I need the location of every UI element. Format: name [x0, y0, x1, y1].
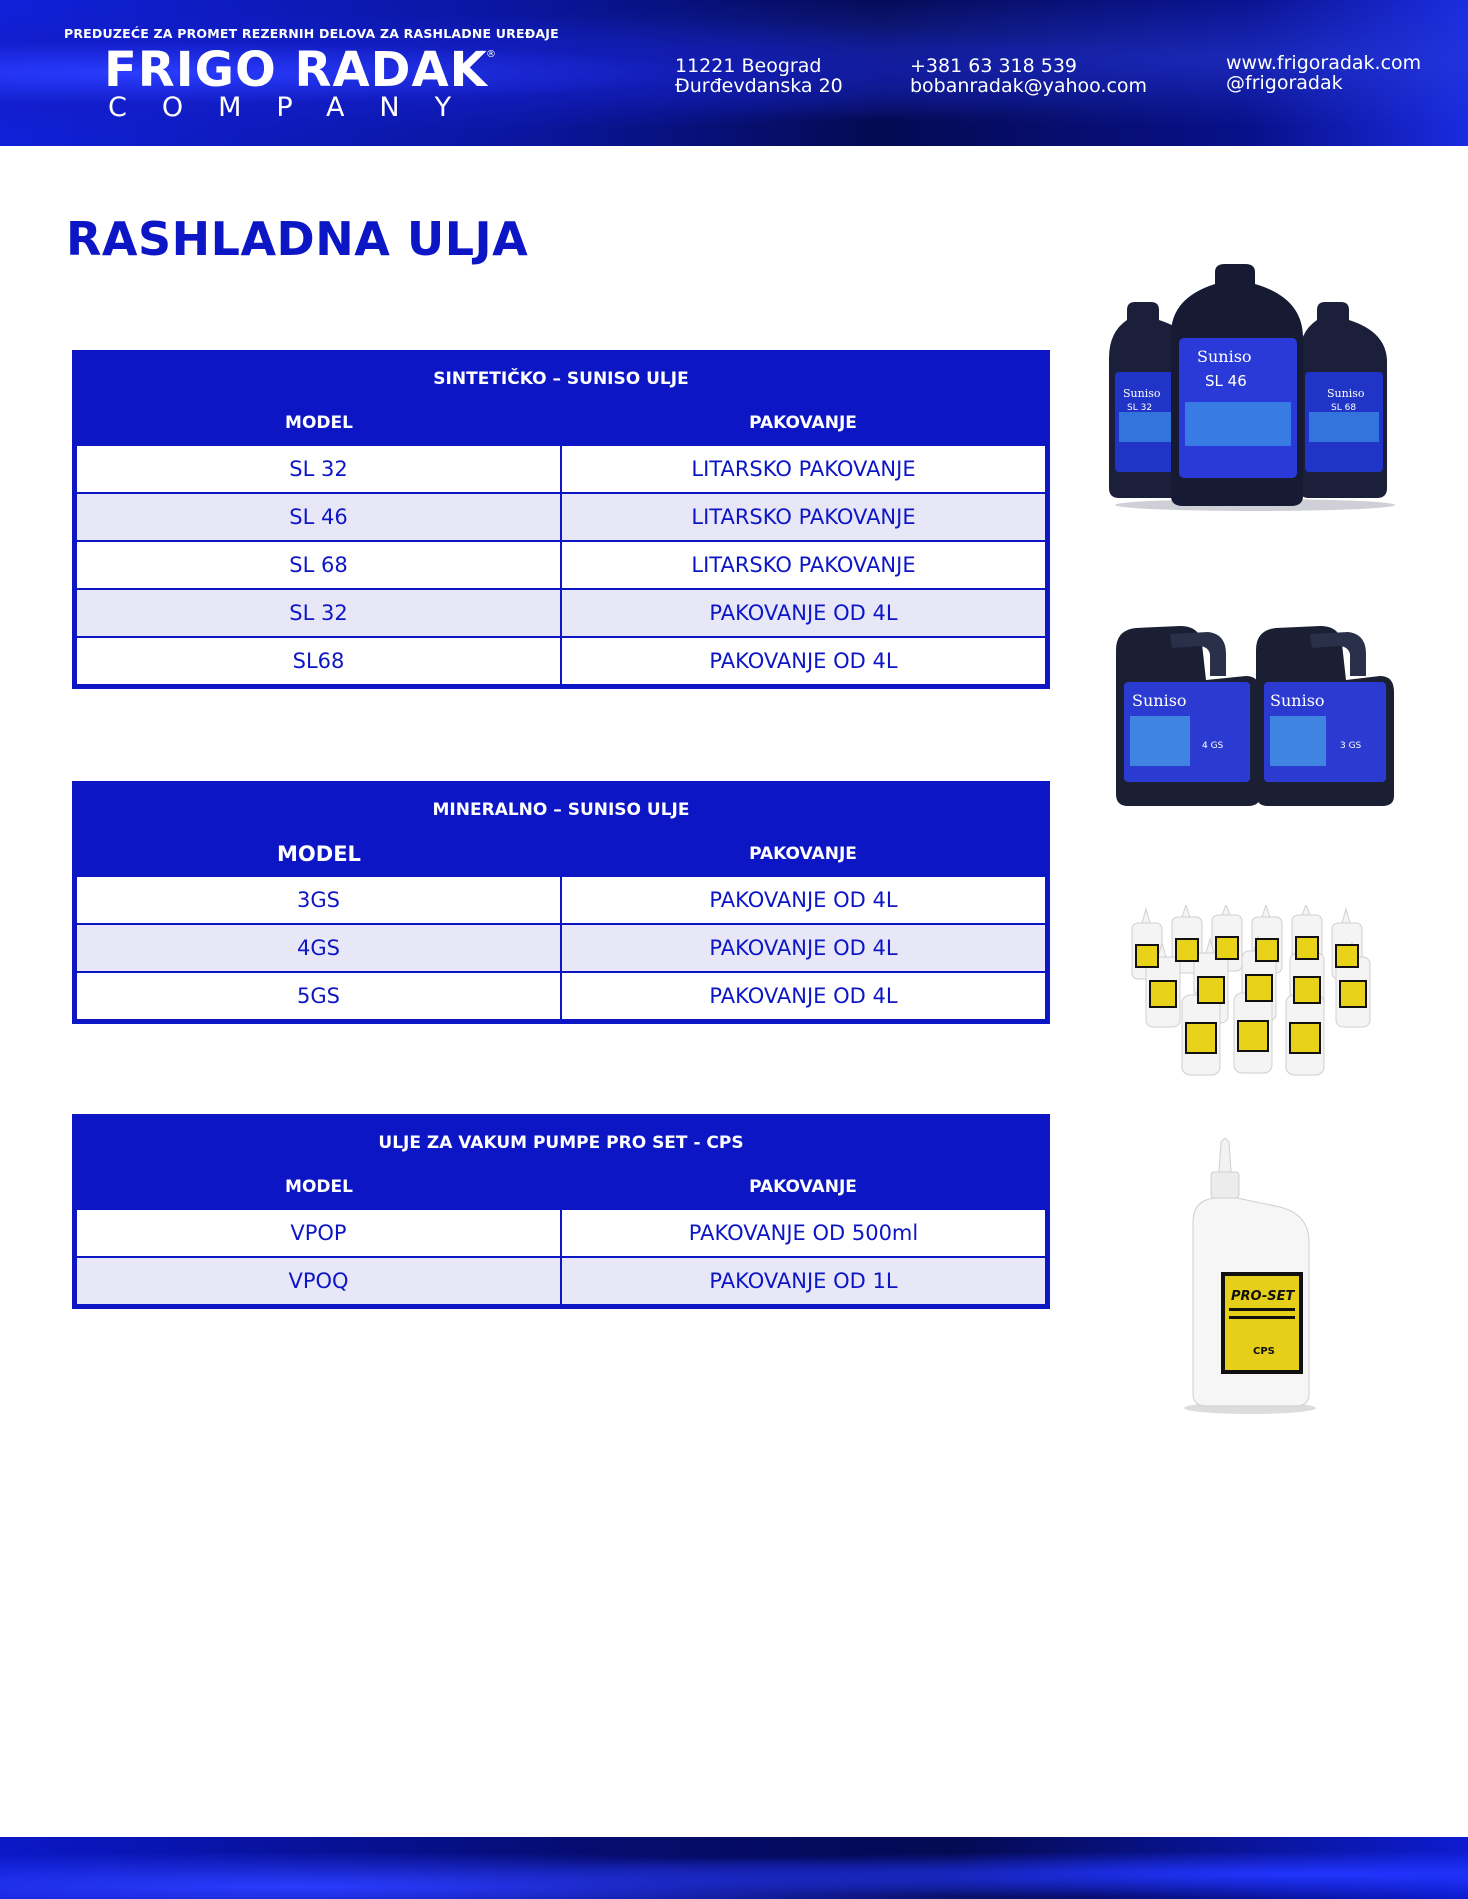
- column-header-pack: PAKOVANJE: [749, 844, 857, 864]
- table-row: [77, 638, 1045, 684]
- table-row: [77, 446, 1045, 492]
- model-cell: VPOQ: [77, 1258, 560, 1304]
- can-model-label: 4 GS: [1202, 741, 1224, 751]
- table-title: SINTETIČKO – SUNISO ULJE: [433, 369, 689, 389]
- model-cell: 4GS: [77, 925, 560, 971]
- table-row: [77, 1210, 1045, 1256]
- suniso-4l-cans-image: [1110, 620, 1400, 810]
- synthetic-oil-table: [72, 350, 1050, 689]
- website-link[interactable]: www.frigoradak.com: [1226, 52, 1422, 74]
- column-header-model: MODEL: [285, 1177, 353, 1197]
- model-cell: SL 32: [77, 446, 560, 492]
- page-header: [0, 0, 1468, 146]
- table-header: [77, 834, 1045, 874]
- pack-cell: PAKOVANJE OD 4L: [562, 638, 1045, 684]
- phone-number[interactable]: +381 63 318 539: [910, 55, 1078, 77]
- vacuum-pump-oil-table: [72, 1114, 1050, 1309]
- pack-cell: PAKOVANJE OD 4L: [562, 973, 1045, 1019]
- bottle-brand-label: Suniso: [1327, 387, 1365, 400]
- table-row: [77, 877, 1045, 923]
- model-cell: VPOP: [77, 1210, 560, 1256]
- column-header-pack: PAKOVANJE: [749, 1177, 857, 1197]
- can-model-label: 3 GS: [1340, 741, 1362, 751]
- table-title: MINERALNO – SUNISO ULJE: [432, 800, 690, 820]
- pack-cell: LITARSKO PAKOVANJE: [562, 494, 1045, 540]
- table-row: [77, 925, 1045, 971]
- proset-bottle-group-image: [1122, 905, 1382, 1085]
- mineral-oil-table: [72, 781, 1050, 1024]
- model-cell: SL 68: [77, 542, 560, 588]
- email-link[interactable]: bobanradak@yahoo.com: [910, 75, 1148, 97]
- registered-mark: ®: [486, 49, 496, 60]
- table-row: [77, 590, 1045, 636]
- table-title: ULJE ZA VAKUM PUMPE PRO SET - CPS: [378, 1133, 744, 1153]
- bottle-brand-label: Suniso: [1123, 387, 1161, 400]
- table-row: [77, 494, 1045, 540]
- pack-cell: PAKOVANJE OD 4L: [562, 925, 1045, 971]
- bottle-model-label: SL 68: [1331, 403, 1357, 413]
- model-cell: 3GS: [77, 877, 560, 923]
- company-logo-sub: COMPANY: [108, 92, 487, 123]
- suniso-bottles-image: [1105, 262, 1405, 512]
- table-header: [77, 403, 1045, 443]
- header-web: [1226, 53, 1421, 93]
- table-header: [77, 1167, 1045, 1207]
- pack-cell: PAKOVANJE OD 500ml: [562, 1210, 1045, 1256]
- bottle-brand-label: Suniso: [1197, 347, 1252, 366]
- company-tagline: PREDUZEĆE ZA PROMET REZERNIH DELOVA ZA RASHLADNE UREĐAJE: [64, 26, 559, 41]
- bottle-model-label: SL 46: [1205, 372, 1247, 390]
- table-row: [77, 542, 1045, 588]
- bottle-model-label: SL 32: [1127, 403, 1153, 413]
- header-address: [675, 56, 843, 96]
- pack-cell: PAKOVANJE OD 1L: [562, 1258, 1045, 1304]
- social-handle[interactable]: @frigoradak: [1226, 72, 1343, 94]
- model-cell: SL68: [77, 638, 560, 684]
- header-contact: [910, 56, 1147, 96]
- can-brand-label: Suniso: [1132, 691, 1187, 710]
- model-cell: SL 32: [77, 590, 560, 636]
- can-brand-label: Suniso: [1270, 691, 1325, 710]
- column-header-model: MODEL: [285, 413, 353, 433]
- pack-cell: PAKOVANJE OD 4L: [562, 877, 1045, 923]
- model-cell: 5GS: [77, 973, 560, 1019]
- column-header-model: MODEL: [277, 842, 361, 866]
- table-row: [77, 1258, 1045, 1304]
- page-footer: [0, 1837, 1468, 1899]
- proset-brand-label: PRO-SET: [1231, 1289, 1295, 1304]
- model-cell: SL 46: [77, 494, 560, 540]
- pack-cell: PAKOVANJE OD 4L: [562, 590, 1045, 636]
- pack-cell: LITARSKO PAKOVANJE: [562, 542, 1045, 588]
- company-logo-name: FRIGO RADAK: [104, 42, 488, 98]
- table-row: [77, 973, 1045, 1019]
- column-header-pack: PAKOVANJE: [749, 413, 857, 433]
- address-city: 11221 Beograd: [675, 55, 822, 77]
- proset-vpoq-bottle-image: [1175, 1138, 1325, 1416]
- page-title: RASHLADNA ULJA: [66, 212, 529, 266]
- address-street: Đurđevdanska 20: [675, 75, 843, 97]
- proset-cps-label: CPS: [1253, 1346, 1275, 1357]
- pack-cell: LITARSKO PAKOVANJE: [562, 446, 1045, 492]
